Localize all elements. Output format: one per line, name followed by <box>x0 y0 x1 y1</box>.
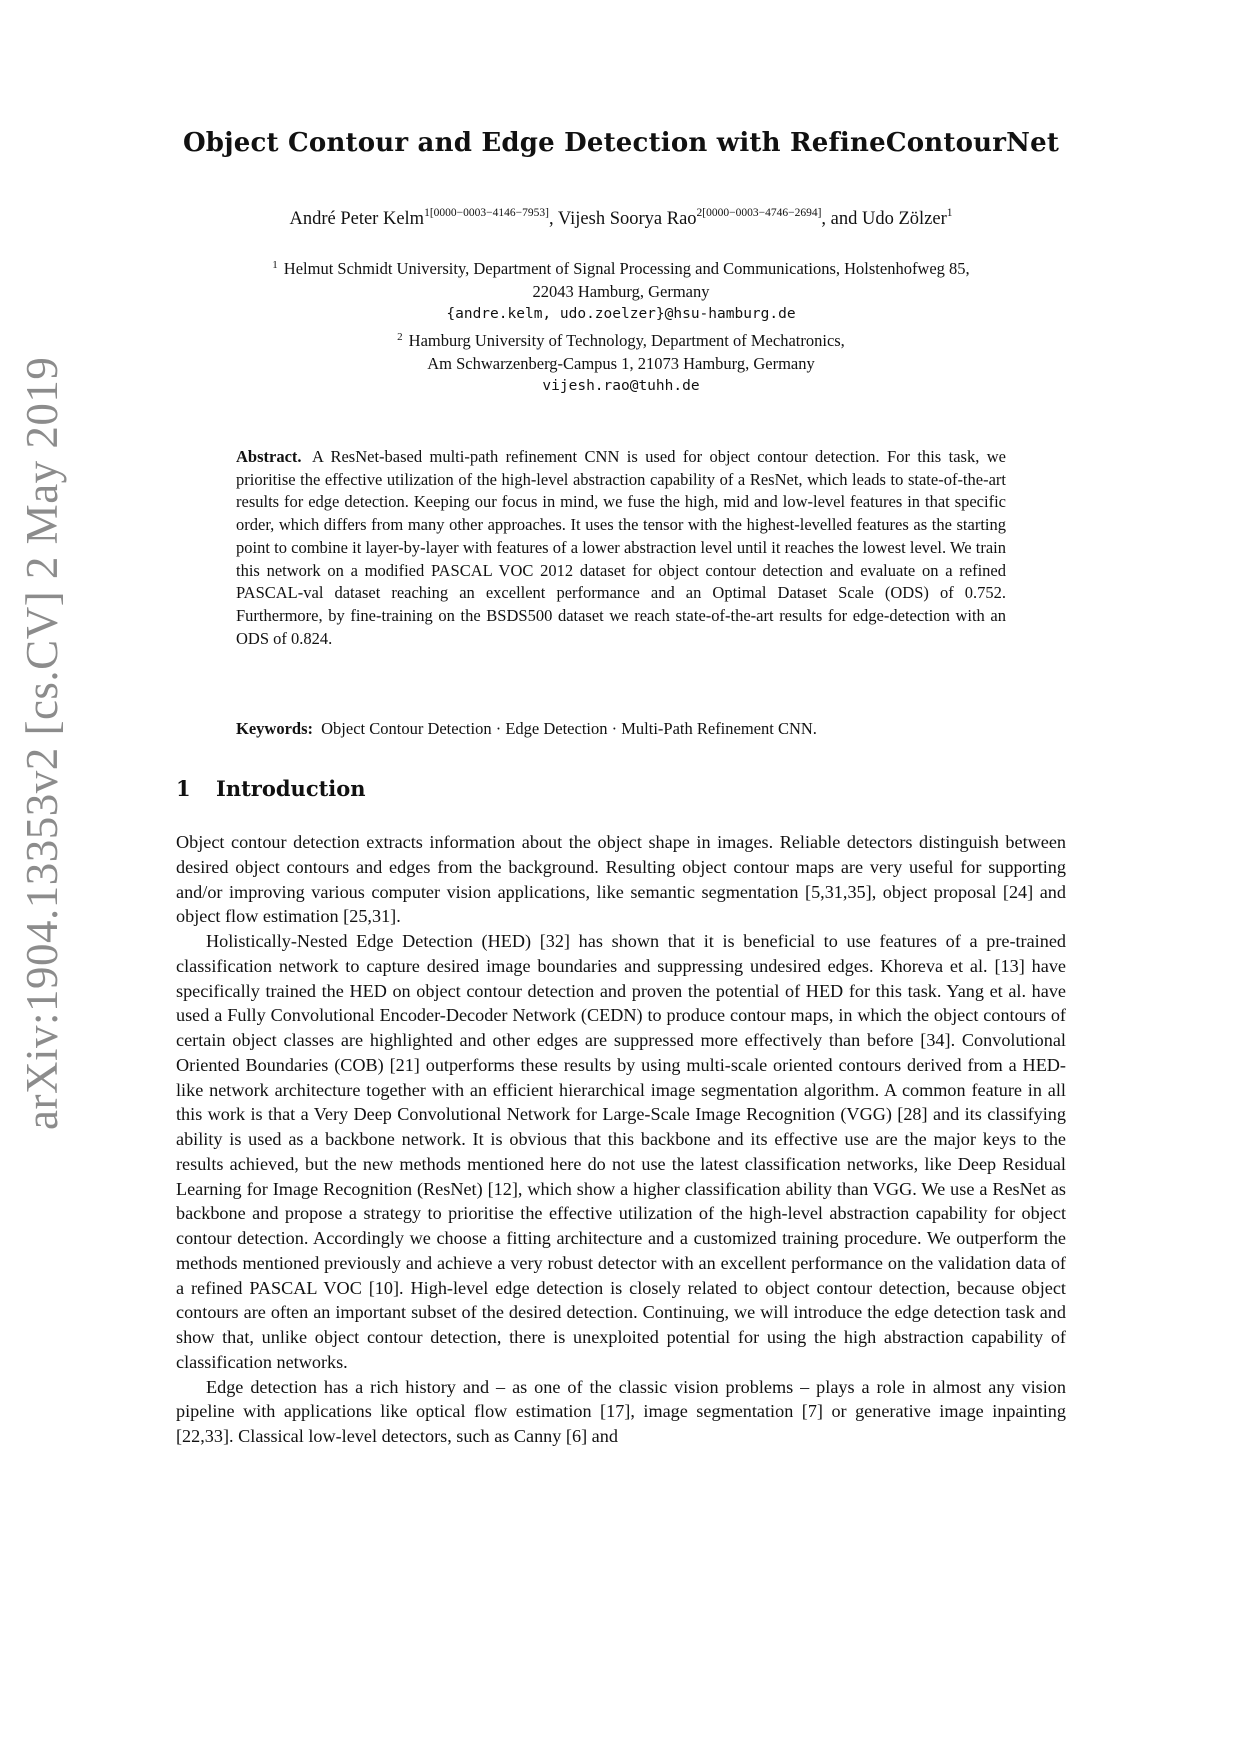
affiliation-1-line <box>176 254 1066 280</box>
paragraph: Object contour detection extracts information about the object shape in images. Reliable detectors distinguish between desired object contours and edges from the background. Resulting object contour maps are very useful for supporting and/or improving various computer vision applications, like semantic segmentation [5,31,35], object proposal [24] and object flow estimation [25,31]. <box>176 832 1066 927</box>
author-separator: , and <box>821 209 862 229</box>
abstract-text: A ResNet-based multi-path refinement CNN is used for object contour detection. For this task, we prioritise the effective utilization of the high-level abstraction capability of a ResNet, which leads to state-of-the-art results for edge detection. Keeping our focus in mind, we fuse the high, mid and low-level features in that specific order, which differs from many other approaches. It uses the tensor with the highest-levelled features as the starting point to combine it layer-by-layer with features of a lower abstraction level until it reaches the lowest level. We train this network on a modified PASCAL VOC 2012 dataset for object contour detection and evaluate on a refined PASCAL-val dataset reaching an excellent performance and an Optimal Dataset Scale (ODS) of 0.752. Furthermore, by fine-training on the BSDS500 dataset we reach state-of-the-art results for edge-detection with an ODS of 0.824. <box>236 447 1006 648</box>
author-name: Vijesh Soorya Rao <box>557 209 697 229</box>
paper-title: Object Contour and Edge Detection with RefineContourNet <box>182 128 1060 158</box>
affiliation-text: Helmut Schmidt University, Department of Signal Processing and Communications, Holstenhofweg 85, <box>283 259 970 278</box>
keywords-label: Keywords: <box>236 719 313 738</box>
introduction-body <box>176 830 1066 1449</box>
author-affiliation-orcid: 2[0000−0003−4746−2694] <box>696 207 822 219</box>
affiliation-mark: 2 <box>397 331 403 343</box>
paragraph: Edge detection has a rich history and – as one of the classic vision problems – plays a role in almost any vision pipeline with applications like optical flow estimation [17], image segmentation [7] or generative image inpainting [22,33]. Classical low-level detectors, such as Canny [6] and <box>176 1376 1066 1446</box>
paragraph: Holistically-Nested Edge Detection (HED) [32] has shown that it is beneficial to use features of a pre-trained classification network to capture desired image boundaries and suppressing undesired edges. Khoreva et al. [13] have specifically trained the HED on object contour detection and proven the potential of HED for this task. Yang et al. have used a Fully Convolutional Encoder-Decoder Network (CEDN) to produce contour maps, in which the object contours of certain object classes are highlighted and other edges are suppressed more effectively than before [34]. Convolutional Oriented Boundaries (COB) [21] outperforms these results by using multi-scale oriented contours derived from a HED-like network architecture together with an efficient hierarchical image segmentation algorithm. A common feature in all this work is that a Very Deep Convolutional Network for Large-Scale Image Recognition (VGG) [28] and its classifying ability is used as a backbone network. It is obvious that this backbone and its effective use are the major keys to the results achieved, but the new methods mentioned here do not use the latest classification networks, like Deep Residual Learning for Image Recognition (ResNet) [12], which show a higher classification ability than VGG. We use a ResNet as backbone and propose a strategy to prioritise the effective utilization of the high-level abstraction capability for object contour detection. Accordingly we choose a fitting architecture and a customized training procedure. We outperform the methods mentioned previously and achieve a very robust detector with an excellent performance on the validation data of a refined PASCAL VOC [10]. High-level edge detection is closely related to object contour detection, because object contours are often an important subset of the desired detection. Continuing, we will introduce the edge detection task and show that, unlike object contour detection, there is unexploited potential for using the high abstraction capability of classification networks. <box>176 931 1066 1372</box>
author-affiliation-orcid: 1[0000−0003−4146−7953] <box>424 207 549 219</box>
keywords <box>236 719 1006 739</box>
affiliation-1-email: {andre.kelm, udo.zoelzer}@hsu-hamburg.de <box>446 306 796 322</box>
section-heading-introduction <box>176 776 366 801</box>
abstract-label: Abstract. <box>236 447 302 466</box>
affiliation-mark: 1 <box>272 259 278 271</box>
author-name: Udo Zölzer <box>862 209 947 229</box>
affiliation-1-address: 22043 Hamburg, Germany <box>532 282 710 301</box>
affiliations-block <box>176 254 1066 398</box>
affiliation-2-address: Am Schwarzenberg-Campus 1, 21073 Hamburg, Germany <box>427 354 815 373</box>
keywords-text: Object Contour Detection · Edge Detection · Multi-Path Refinement CNN. <box>321 719 817 738</box>
arxiv-identifier-stamp: arXiv:1904.13353v2 [cs.CV] 2 May 2019 <box>17 356 67 1130</box>
section-number: 1 <box>176 776 191 801</box>
author-name: André Peter Kelm <box>289 209 425 229</box>
affiliation-2-email: vijesh.rao@tuhh.de <box>542 378 700 394</box>
affiliation-2-line <box>176 326 1066 352</box>
author-list: André Peter Kelm$^{1[0000-0003-4146-7953]}$, Vijesh Soorya Rao$^{2[0000-0003-4746-2694]}$, and Udo Zölzer$^1$ <box>289 207 953 229</box>
author-affiliation-mark: 1 <box>946 207 953 219</box>
abstract <box>236 446 1006 650</box>
section-title: Introduction <box>216 776 366 801</box>
affiliation-text: Hamburg University of Technology, Department of Mechatronics, <box>408 331 845 350</box>
